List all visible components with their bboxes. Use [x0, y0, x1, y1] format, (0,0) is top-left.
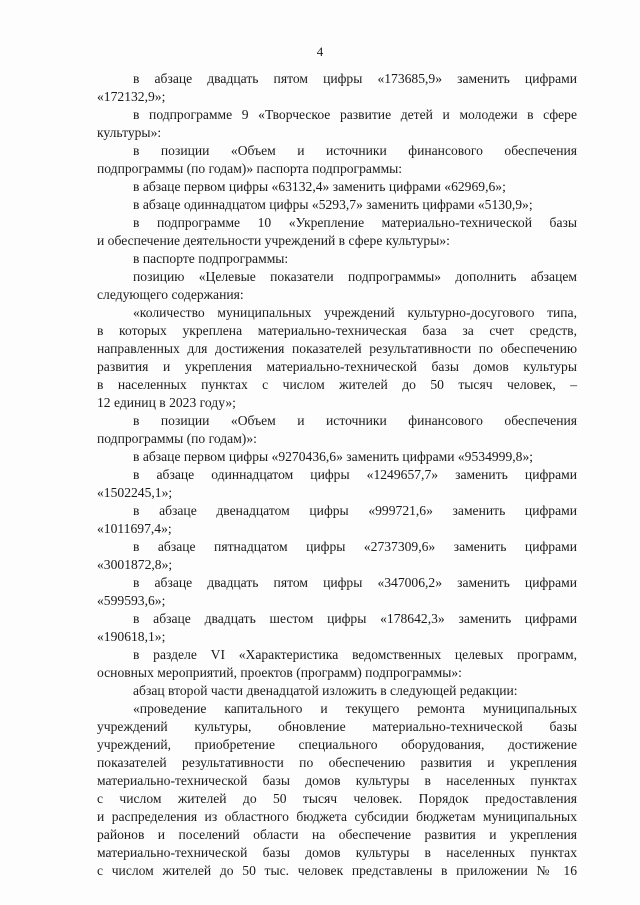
text-line: в абзаце одиннадцатом цифры «5293,7» заменить цифрами «5130,9»; [133, 197, 533, 212]
text-line: в абзаце первом цифры «63132,4» заменить цифрами «62969,6»; [133, 179, 506, 194]
text-line: 12 единиц в 2023 году»; [97, 395, 236, 410]
text-line: «проведение капитального и текущего ремонта муниципальных [133, 701, 577, 716]
text-line: в абзаце первом цифры «9270436,6» заменить цифрами «9534999,8»; [133, 449, 534, 464]
text-line: учреждений культуры, обновление материально-технической базы [97, 719, 577, 734]
text-line: направленных для достижения показателей результативности по обеспечению [97, 341, 577, 356]
text-line: в позиции «Объем и источники финансового обеспечения [133, 413, 577, 428]
text-line: с числом жителей до 50 тыс. человек представлены в приложении № 16 [97, 863, 577, 878]
text-line: основных мероприятий, проектов (программ) подпрограммы»: [97, 665, 462, 680]
text-line: материально-технической базы домов культуры в населенных пунктах [97, 845, 577, 860]
text-line: следующего содержания: [97, 287, 244, 302]
text-line: «1011697,4»; [97, 521, 172, 536]
text-line: с числом жителей до 50 тысяч человек. Порядок предоставления [97, 791, 577, 806]
text-line: подпрограммы (по годам)» паспорта подпрограммы: [97, 161, 403, 176]
text-line: культуры»: [97, 125, 162, 140]
text-line: районов и поселений области на обеспечение развития и укрепления [97, 827, 577, 842]
text-line: в подпрограмме 10 «Укрепление материально-технической базы [133, 215, 577, 230]
text-line: «599593,6»; [97, 593, 166, 608]
text-line: «количество муниципальных учреждений культурно-досугового типа, [133, 305, 577, 320]
text-line: подпрограммы (по годам)»: [97, 431, 257, 446]
text-line: позицию «Целевые показатели подпрограммы» дополнить абзацем [133, 269, 577, 284]
text-line: в абзаце одиннадцатом цифры «1249657,7» заменить цифрами [133, 467, 577, 482]
text-line: в разделе VI «Характеристика ведомственных целевых программ, [133, 647, 577, 662]
text-line: в которых укреплена материально-техническая база за счет средств, [97, 323, 577, 338]
document-body [97, 70, 577, 880]
text-line: и распределения из областного бюджета субсидии бюджетам муниципальных [97, 809, 577, 824]
text-line: в абзаце двадцать шестом цифры «178642,3» заменить цифрами [133, 611, 577, 626]
text-line: в абзаце двадцать пятом цифры «347006,2» заменить цифрами [133, 575, 577, 590]
text-line: «3001872,8»; [97, 557, 173, 572]
text-line: показателей результативности по обеспечению развития и укрепления [97, 755, 577, 770]
text-line: в подпрограмме 9 «Творческое развитие детей и молодежи в сфере [133, 107, 577, 122]
text-line: учреждений, приобретение специального оборудования, достижение [97, 737, 577, 752]
text-line: в позиции «Объем и источники финансового обеспечения [133, 143, 577, 158]
text-line: материально-технической базы домов культуры в населенных пунктах [97, 773, 577, 788]
text-line: развития и укрепления материально-технической базы домов культуры [97, 359, 577, 374]
text-line: и обеспечение деятельности учреждений в сфере культуры»: [97, 233, 450, 248]
text-line: абзац второй части двенадцатой изложить в следующей редакции: [133, 683, 518, 698]
text-line: в населенных пунктах с числом жителей до 50 тысяч человек, – [97, 377, 577, 392]
text-line: в абзаце двенадцатом цифры «999721,6» заменить цифрами [133, 503, 577, 518]
text-line: «172132,9»; [97, 89, 166, 104]
page-number: 4 [316, 44, 324, 59]
text-line: в паспорте подпрограммы: [133, 251, 289, 266]
text-line: в абзаце пятнадцатом цифры «2737309,6» заменить цифрами [133, 539, 577, 554]
text-line: «190618,1»; [97, 629, 166, 644]
text-line: «1502245,1»; [97, 485, 173, 500]
text-line: в абзаце двадцать пятом цифры «173685,9» заменить цифрами [133, 71, 577, 86]
